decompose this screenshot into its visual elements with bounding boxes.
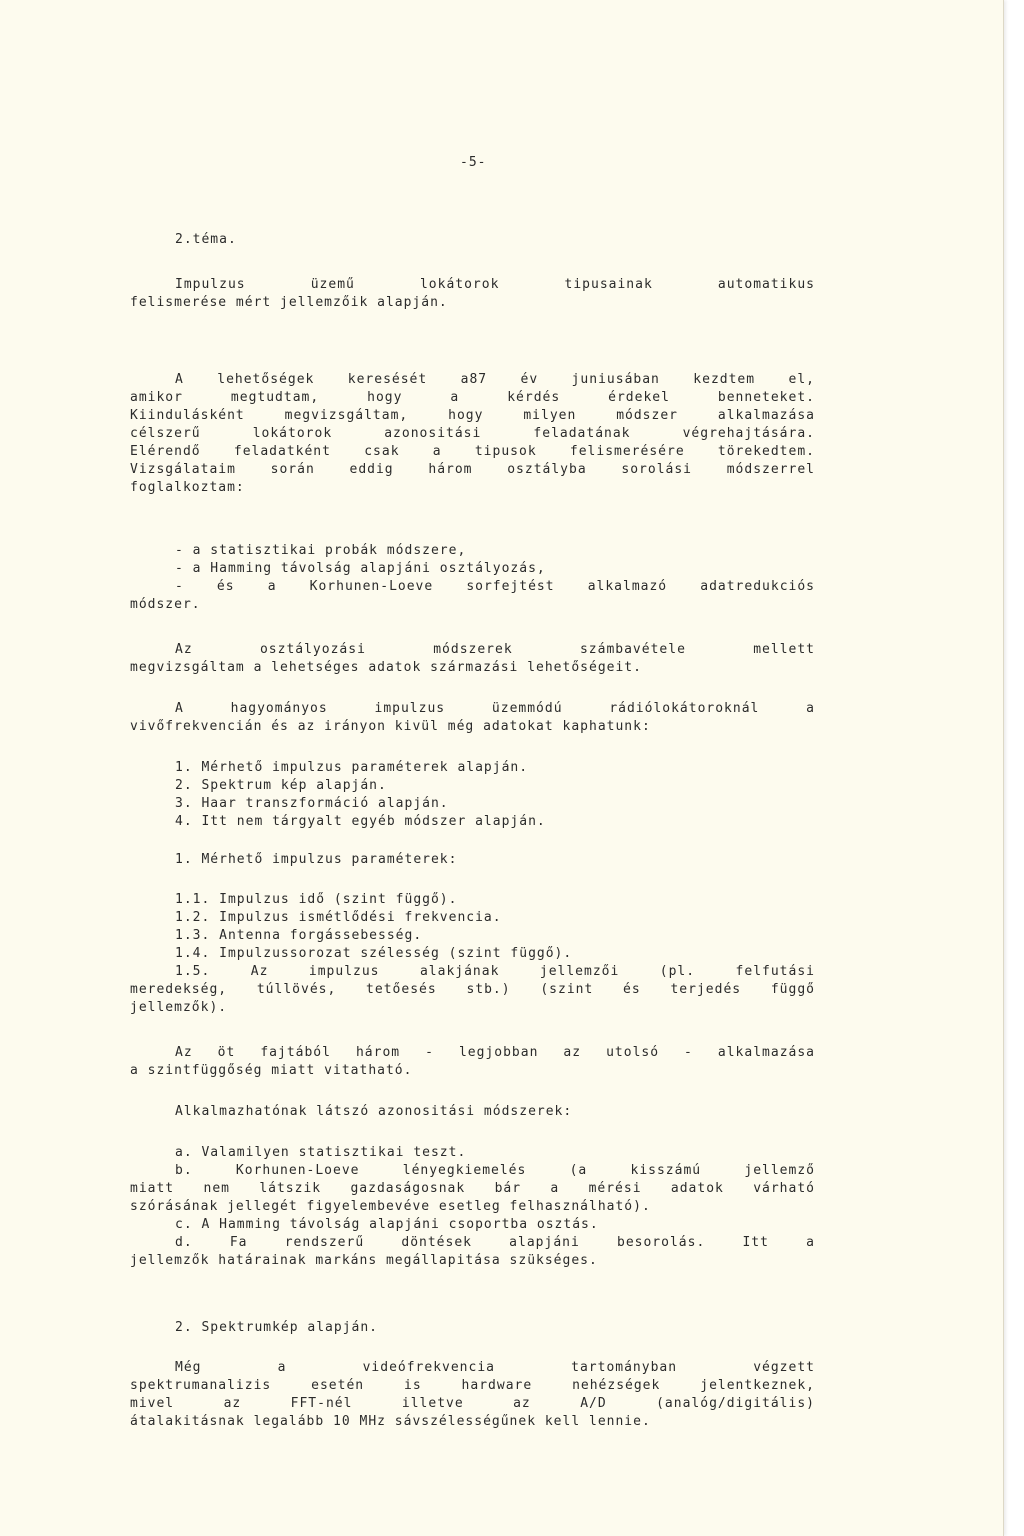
params-list-item: meredekség, túllövés, tetőesés stb.) (szint és terjedés függő [130, 982, 815, 997]
section-heading: 1. Mérhető impulzus paraméterek: [175, 852, 458, 867]
paragraph-line: foglalkoztam: [130, 480, 245, 495]
paragraph-line: Az osztályozási módszerek számbavétele mellett [175, 642, 815, 657]
methods-list-item: módszer. [130, 597, 201, 612]
section-heading: Alkalmazhatónak látszó azonositási módszerek: [175, 1104, 573, 1119]
section-heading: 2. Spektrumkép alapján. [175, 1320, 379, 1335]
paragraph-line: A lehetőségek keresését a87 év juniusában kezdtem el, [175, 372, 815, 387]
params-list-item: 1.3. Antenna forgássebesség. [175, 928, 423, 943]
params-list-item: 1.2. Impulzus ismétlődési frekvencia. [175, 910, 502, 925]
params-list-item: 1.5. Az impulzus alakjának jellemzői (pl. felfutási [175, 964, 815, 979]
paragraph-line: Az öt fajtából három - legjobban az utolsó - alkalmazása [175, 1045, 815, 1060]
methods-list-item: - és a Korhunen-Loeve sorfejtést alkalmazó adatredukciós [175, 579, 815, 594]
paragraph-line: Még a videófrekvencia tartományban végzett [175, 1360, 815, 1375]
paragraph-line: a szintfüggőség miatt vitatható. [130, 1063, 413, 1078]
applicable-list-item: a. Valamilyen statisztikai teszt. [175, 1145, 467, 1160]
paragraph-line: Vizsgálataim során eddig három osztályba sorolási módszerrel [130, 462, 815, 477]
paragraph-line: A hagyományos impulzus üzemmódú rádiólokátoroknál a [175, 701, 815, 716]
applicable-list-item: szórásának jellegét figyelembevéve esetleg felhasználható). [130, 1199, 651, 1214]
sources-list-item: 3. Haar transzformáció alapján. [175, 796, 449, 811]
applicable-list-item: miatt nem látszik gazdaságosnak bár a mérési adatok várható [130, 1181, 815, 1196]
applicable-list-item: c. A Hamming távolság alapjáni csoportba osztás. [175, 1217, 599, 1232]
topic-title-line: felismerése mért jellemzőik alapján. [130, 295, 448, 310]
paragraph-line: átalakitásnak legalább 10 MHz sávszélességűnek kell lennie. [130, 1414, 651, 1429]
applicable-list-item: jellemzők határainak markáns megállapitása szükséges. [130, 1253, 598, 1268]
params-list-item: 1.4. Impulzussorozat szélesség (szint függő). [175, 946, 573, 961]
paragraph-line: amikor megtudtam, hogy a kérdés érdekel benneteket. [130, 390, 815, 405]
sources-list-item: 4. Itt nem tárgyalt egyéb módszer alapján. [175, 814, 546, 829]
paragraph-line: vivőfrekvencián és az irányon kivül még adatokat kaphatunk: [130, 719, 651, 734]
paragraph-line: spektrumanalizis esetén is hardware nehézségek jelentkeznek, [130, 1378, 815, 1393]
methods-list-item: - a Hamming távolság alapjáni osztályozás, [175, 561, 546, 576]
page-number: -5- [460, 155, 487, 170]
paragraph-line: Kiindulásként megvizsgáltam, hogy milyen módszer alkalmazása [130, 408, 815, 423]
applicable-list-item: b. Korhunen-Loeve lényegkiemelés (a kisszámú jellemző [175, 1163, 815, 1178]
params-list-item: 1.1. Impulzus idő (szint függő). [175, 892, 458, 907]
topic-title-line: Impulzus üzemű lokátorok tipusainak automatikus [175, 277, 815, 292]
paragraph-line: célszerű lokátorok azonositási feladatának végrehajtására. [130, 426, 815, 441]
applicable-list-item: d. Fa rendszerű döntések alapjáni besorolás. Itt a [175, 1235, 815, 1250]
methods-list-item: - a statisztikai probák módszere, [175, 543, 467, 558]
paragraph-line: megvizsgáltam a lehetséges adatok származási lehetőségeit. [130, 660, 642, 675]
sources-list-item: 1. Mérhető impulzus paraméterek alapján. [175, 760, 529, 775]
sources-list-item: 2. Spektrum kép alapján. [175, 778, 387, 793]
topic-heading: 2.téma. [175, 232, 237, 247]
paragraph-line: Elérendő feladatként csak a tipusok felismerésére törekedtem. [130, 444, 815, 459]
paragraph-line: mivel az FFT-nél illetve az A/D (analóg/digitális) [130, 1396, 815, 1411]
params-list-item: jellemzők). [130, 1000, 228, 1015]
